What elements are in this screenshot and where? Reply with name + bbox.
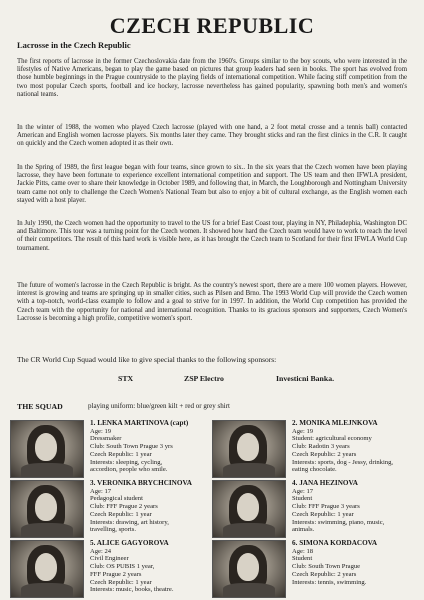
player-photo [212,420,286,478]
player-card [10,540,215,598]
player-detail: Czech Republic: 1 year [90,578,152,586]
player-detail: Age: 18 [292,547,314,555]
player-card [10,420,215,478]
paragraph-3: In the Spring of 1989, the first league began with four teams, since grown to six.. In the six years that the Czech women have been playing lacrosse, they have been fortunate to experience excellent international competition and support. The US team and then IFWLA president, Jackie Pitts, came over to share their knowledge in October 1989, and following that, in March, the Loughborough and Nottingham University team came not only to challenge the Czech Women's National Team but also to enjoy a bit of cultural exchange, as the English women each stayed with a host player. [17,164,407,204]
player-detail: travelling, sports. [90,526,136,534]
player-info [90,420,215,474]
player-card [10,480,215,538]
section-subtitle: Lacrosse in the Czech Republic [17,40,131,50]
player-photo [212,480,286,538]
player-photo [10,540,84,598]
paragraph-5: The future of women's lacrosse in the Czech Republic is bright. As the country's newest sport, there are a mere 100 women players. However, interest is growing and teams are springing up in smaller cities, such as Pilsen and Brno. The 1993 World Cup will provide the Czech women with a top-notch, world-class example to follow and a goal to strive for in 1997. In addition, the World Cup competition has provided the Czech team with the opportunity for national and international recognition. Thanks to its gracious sponsors and supporters, Czech Women's Lacrosse is becoming a high profile, competitive women's sport. [17,282,407,322]
player-info [292,420,417,474]
player-name: 6. SIMONA KORDACOVA [292,539,378,547]
page-title: CZECH REPUBLIC [109,13,315,38]
player-detail: Student [292,555,313,563]
player-detail: Age: 19 [292,427,314,435]
player-detail: Interests: sports, dog - Jessy, drinking, [292,458,394,466]
player-detail: Age: 17 [292,487,314,495]
player-detail: Age: 24 [90,547,112,555]
player-detail: Club: South Town Prague [292,563,361,571]
player-detail: Civil Engineer [90,555,129,563]
player-detail: Club: South Town Prague 3 yrs [90,443,173,451]
player-card [212,480,417,538]
player-detail: animals. [292,526,315,534]
player-detail: Student [292,495,313,503]
player-detail: Czech Republic: 2 years [292,570,357,578]
player-detail: Interests: music, books, theatre. [90,586,174,594]
player-detail: Interests: sleeping, cycling, [90,458,163,466]
sponsor-investicni-banka: Investicni Banka. [276,374,335,383]
player-detail: Interests: drawing, art history, [90,518,169,526]
paragraph-2: In the winter of 1988, the women who played Czech lacrosse (played with one hand, a 2 foot metal crosse and a tennis ball) contacted American and English women lacrosse players. Six months later they came. They brought sticks and ran the first clinics in the C.R. It caught on quickly and the Czech women adopted it as their own. [17,124,407,148]
player-card [212,540,417,598]
player-info [90,540,215,594]
player-detail: Interests: tennis, swimming. [292,578,367,586]
player-detail: Czech Republic: 2 years [292,450,357,458]
player-detail: Czech Republic: 1 year [90,510,152,518]
player-detail: Interests: swimming, piano, music, [292,518,385,526]
player-detail: Club: Radotin 3 years [292,443,350,451]
player-photo [10,420,84,478]
player-detail: Club: FFF Prague 2 years [90,503,158,511]
sponsor-zsp-electro: ZSP Electro [184,374,224,383]
paragraph-4: In July 1990, the Czech women had the opportunity to travel to the US for a brief East Coast tour, playing in NY, Philadephia, Washington DC and Baltimore. This tour was a turning point for the Czech women. It showed how hard the Czech team would have to work to reach the level of their competitors. The result of this hard work is visible here, as it has brought the Czech team to Scotland for their first IFWLA World Cup tournament. [17,220,407,252]
player-detail: Club: OS PUBIS 1 year, [90,563,155,571]
paragraph-1: The first reports of lacrosse in the former Czechoslovakia date from the 1960's. Groups similar to the boy scouts, who were interested in the lifestyles of Native Americans, began to play the game based on pictures that group leaders had seen in books. The sport has evolved from those humble beginnings in the Prague countryside to the playing fields of international competition. While facing stiff competition from the two most popular Czech sports, football and ice hockey, lacrosse nevertheless has gained popularity, spawning both men's and women's national teams. [17,58,407,98]
player-detail: Dressmaker [90,435,122,443]
player-detail: Age: 17 [90,487,112,495]
player-detail: FFF Prague 2 years [90,570,142,578]
sponsor-stx: STX [118,374,134,383]
player-name: 1. LENKA MARTINOVA (capt) [90,419,189,427]
player-detail: Club: FFF Prague 3 years [292,503,360,511]
player-detail: Czech Republic: 1 year [292,510,354,518]
squad-uniform: playing uniform: blue/green kilt + red or grey shirt [88,402,230,410]
player-detail: Pedagogical student [90,495,143,503]
player-detail: Age: 19 [90,427,112,435]
player-photo [212,540,286,598]
player-detail: Czech Republic: 1 year [90,450,152,458]
player-name: 4. JANA HEZINOVA [292,479,358,487]
squad-heading: THE SQUAD [17,402,63,411]
player-info [90,480,215,534]
player-photo [10,480,84,538]
player-name: 5. ALICE GAGYOROVA [90,539,169,547]
player-detail: accordion, people who smile. [90,466,168,474]
player-name: 3. VERONIKA BRYCHCINOVA [90,479,192,487]
player-card [212,420,417,478]
sponsor-intro: The CR World Cup Squad would like to give special thanks to the following sponsors: [17,355,277,364]
player-name: 2. MONIKA MLEJNKOVA [292,419,378,427]
player-info [292,540,417,586]
player-info [292,480,417,534]
player-detail: eating chocolate. [292,466,337,474]
player-detail: Student: agricultural economy [292,435,372,443]
